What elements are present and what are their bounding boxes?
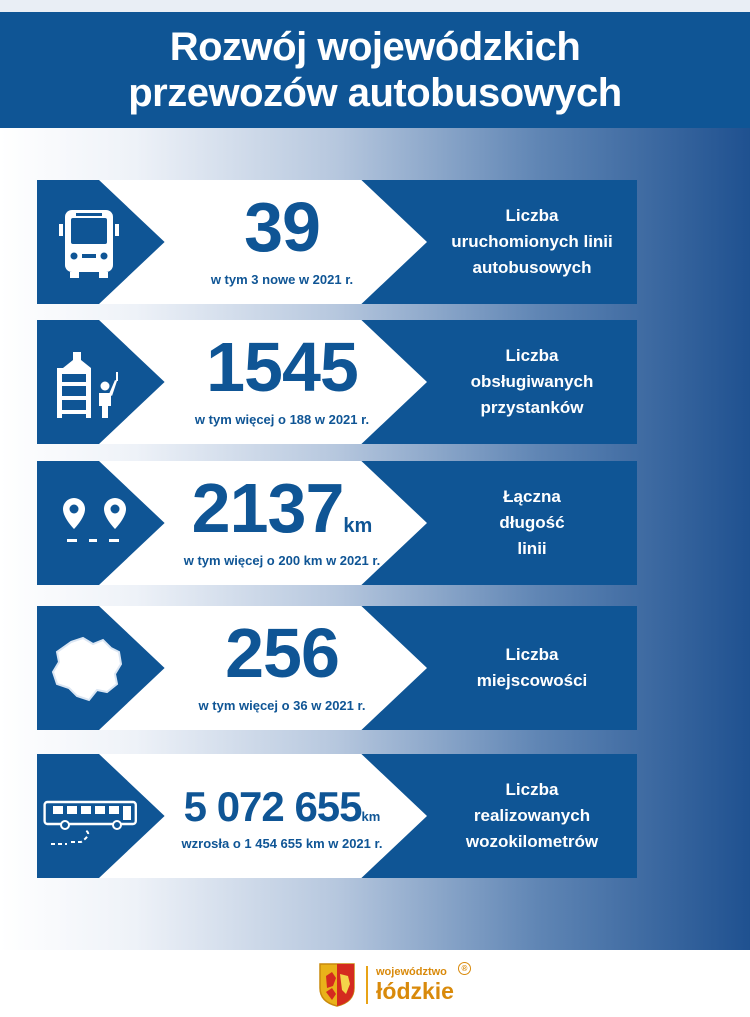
stat-card-lines — [37, 180, 637, 304]
stat-label-line: Liczba — [505, 346, 559, 365]
coat-of-arms-logo — [318, 962, 356, 1008]
stat-value: 39 — [244, 188, 320, 266]
stat-label-line: obsługiwanych — [470, 372, 594, 391]
stat-unit: km — [361, 809, 381, 824]
stat-label — [437, 461, 627, 585]
stat-note: w tym 3 nowe w 2021 r. — [210, 272, 354, 287]
stat-card-stops — [37, 320, 637, 444]
footer — [0, 950, 750, 1017]
stat-label-line: miejscowości — [476, 671, 588, 690]
stat-value: 5 072 655km — [183, 783, 381, 830]
top-strip — [0, 0, 750, 12]
page-title-line-1: Rozwój wojewódzkich — [169, 25, 581, 69]
registered-mark: ® — [458, 962, 471, 975]
stat-note: w tym więcej o 200 km w 2021 r. — [183, 553, 381, 568]
region-map-icon — [43, 624, 133, 714]
brand-wordmark: łódzkie — [376, 978, 454, 1004]
stat-label-line: przystanków — [480, 398, 584, 417]
stat-label-line: Liczba — [505, 206, 559, 225]
stat-value: 2137km — [191, 469, 373, 547]
stat-label — [437, 180, 627, 304]
stat-label-line: linii — [517, 539, 547, 558]
header-banner — [0, 12, 750, 128]
stat-card-kilometres — [37, 754, 637, 878]
bus-front-icon — [43, 198, 133, 288]
stat-label-line: wozokilometrów — [465, 832, 599, 851]
stat-note: w tym więcej o 36 w 2021 r. — [198, 698, 366, 713]
stat-label-line: długość — [499, 513, 565, 532]
stat-label — [437, 606, 627, 730]
route-pins-icon — [43, 479, 133, 569]
stat-label-line: Liczba — [505, 645, 559, 664]
footer-divider — [366, 966, 368, 1004]
page-title-line-2: przewozów autobusowych — [128, 71, 622, 115]
stat-note: w tym więcej o 188 w 2021 r. — [194, 412, 370, 427]
stat-unit: km — [343, 515, 373, 537]
stat-label-line: Liczba — [505, 780, 559, 799]
brand-wordmark-small: województwo — [376, 966, 447, 978]
stat-label — [437, 754, 627, 878]
stat-label-line: uruchomionych linii — [451, 232, 613, 251]
bus-side-icon — [41, 772, 141, 862]
stat-label-line: Łączna — [503, 487, 561, 506]
stat-label-line: autobusowych — [472, 258, 592, 277]
stat-label-line: realizowanych — [473, 806, 591, 825]
stat-value: 1545 — [206, 328, 358, 406]
stat-card-length — [37, 461, 637, 585]
stat-note: wzrosła o 1 454 655 km w 2021 r. — [181, 836, 383, 851]
stat-label — [437, 320, 627, 444]
stat-value: 256 — [225, 614, 339, 692]
stat-card-localities — [37, 606, 637, 730]
bus-stop-icon — [43, 338, 133, 428]
